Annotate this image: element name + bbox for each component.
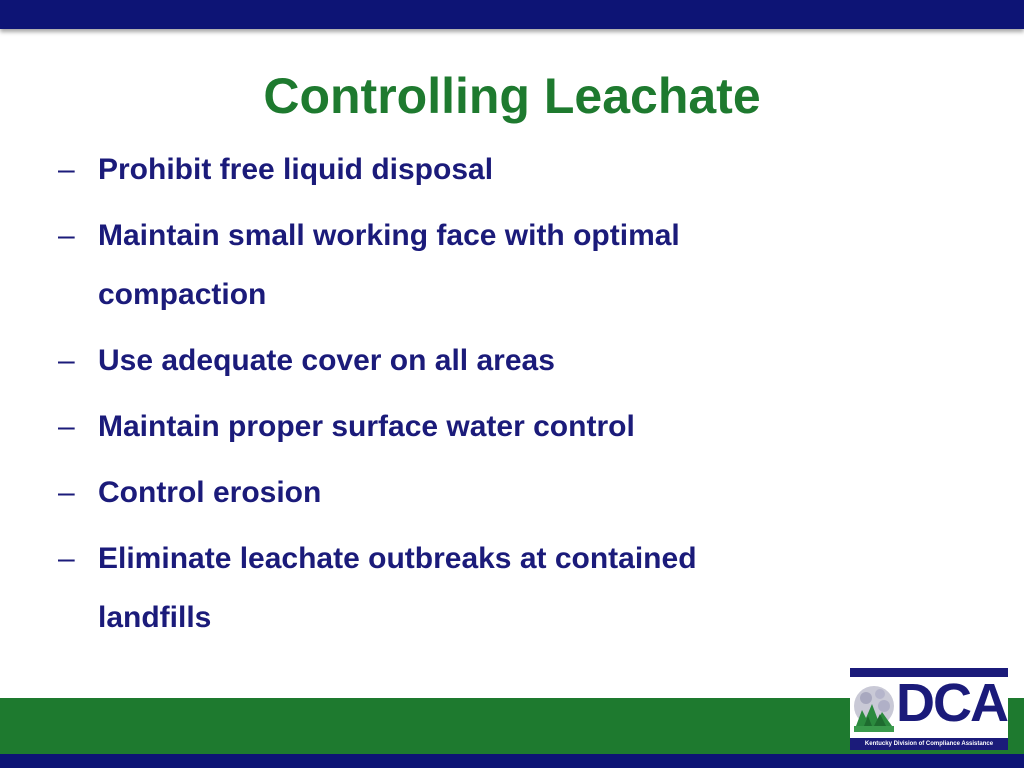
bullet-dash: – <box>58 344 75 377</box>
footer-navy-band <box>0 754 1024 768</box>
bullet-item <box>58 397 818 456</box>
bullet-dash: – <box>58 542 75 575</box>
bullet-text: Use adequate cover on all areas <box>98 344 555 377</box>
bullet-text: Maintain proper surface water control <box>98 410 635 443</box>
bullet-dash: – <box>58 153 75 186</box>
bullet-dash: – <box>58 410 75 443</box>
bullet-item <box>58 206 818 324</box>
bullet-dash: – <box>58 476 75 509</box>
bullet-item <box>58 331 818 390</box>
logo-wordmark: DCA <box>896 673 1007 733</box>
logo-caption: Kentucky Division of Compliance Assistance <box>864 741 994 747</box>
bullet-text: Control erosion <box>98 476 322 509</box>
bullet-item <box>58 529 818 647</box>
bullet-text: Maintain small working face with optimal compaction <box>98 219 680 311</box>
bullet-dash: – <box>58 219 75 252</box>
bullet-item <box>58 463 818 522</box>
slide-title: Controlling Leachate <box>263 68 761 124</box>
kentucky-landscape-icon <box>852 680 896 741</box>
dca-logo <box>850 668 1008 750</box>
bullet-item <box>58 140 818 199</box>
bullet-text: Eliminate leachate outbreaks at contained landfills <box>98 542 697 634</box>
top-banner-bar <box>0 0 1024 29</box>
bullet-text: Prohibit free liquid disposal <box>98 153 494 186</box>
bullet-list <box>58 140 818 654</box>
